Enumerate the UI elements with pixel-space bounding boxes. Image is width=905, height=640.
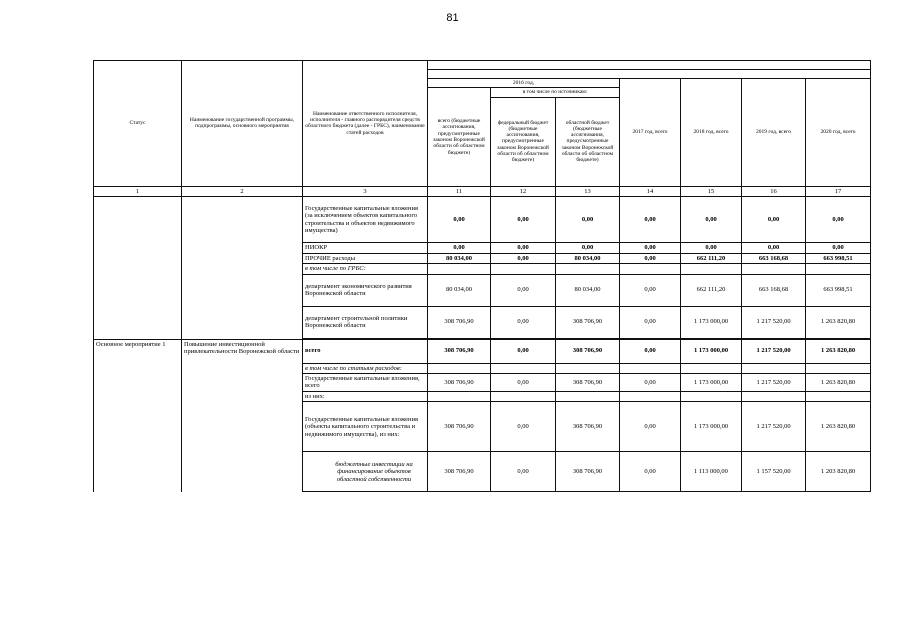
- value-cell: 1 217 520,00: [742, 373, 806, 391]
- value-cell: 1 157 520,00: [742, 452, 806, 492]
- value-cell: 0,00: [556, 243, 620, 253]
- value-cell: 1 263 820,80: [806, 306, 871, 338]
- header-blank-2: [428, 70, 871, 79]
- value-cell: 308 706,90: [428, 452, 491, 492]
- value-cell: 0,00: [620, 373, 681, 391]
- header-program-name: Наименование государственной программы, подпрограммы, основного мероприятия: [182, 61, 303, 187]
- program-main-event: Повышение инвестиционной привлекательности Воронежской области: [182, 339, 303, 492]
- header-blank: [428, 61, 871, 70]
- value-cell: 0,00: [620, 253, 681, 263]
- header-regional: областной бюджет (бюджетные ассигнования, предусмотренные законом Воронежской области об областном бюджете): [556, 97, 620, 186]
- header-by-sources: в том числе по источникам:: [491, 88, 620, 97]
- header-year-2016: 2016 год,: [428, 79, 620, 88]
- value-cell: 663 998,51: [806, 274, 871, 306]
- status-main-event: Основное мероприятие 1: [94, 339, 182, 492]
- row-label: бюджетные инвестиции на финансирование объектов областной собственности: [303, 452, 428, 492]
- value-cell: 0,00: [491, 373, 556, 391]
- row-label: в том числе по ГРБС:: [303, 264, 428, 274]
- value-cell: 662 111,20: [681, 253, 742, 263]
- header-2019: 2019 год, всего: [742, 79, 806, 187]
- value-cell: 0,00: [806, 197, 871, 243]
- value-cell: 1 217 520,00: [742, 306, 806, 338]
- col-number: 16: [742, 186, 806, 196]
- value-cell: 0,00: [681, 243, 742, 253]
- value-cell: 1 263 820,80: [806, 402, 871, 452]
- col-number: 12: [491, 186, 556, 196]
- value-cell: 0,00: [742, 243, 806, 253]
- col-number: 15: [681, 186, 742, 196]
- col-number: 3: [303, 186, 428, 196]
- value-cell: 1 217 520,00: [742, 339, 806, 363]
- value-cell: 1 263 820,80: [806, 373, 871, 391]
- value-cell: 0,00: [491, 197, 556, 243]
- value-cell: 0,00: [491, 253, 556, 263]
- value-cell: 0,00: [681, 197, 742, 243]
- value-cell: 308 706,90: [556, 339, 620, 363]
- value-cell: 662 111,20: [681, 274, 742, 306]
- row-label: департамент экономического развития Воронежской области: [303, 274, 428, 306]
- program-cell-empty: [182, 197, 303, 339]
- header-2018: 2018 год, всего: [681, 79, 742, 187]
- status-cell-empty: [94, 197, 182, 339]
- col-number: 14: [620, 186, 681, 196]
- value-cell: 0,00: [620, 243, 681, 253]
- header-2017: 2017 год, всего: [620, 79, 681, 187]
- col-number: 1: [94, 186, 182, 196]
- header-federal: федеральный бюджет (бюджетные ассигнования, предусмотренные законом Воронежской области об областном бюджете): [491, 97, 556, 186]
- value-cell: 0,00: [556, 197, 620, 243]
- header-2020: 2020 год, всего: [806, 79, 871, 187]
- row-label: ПРОЧИЕ расходы: [303, 253, 428, 263]
- row-label: всего: [303, 339, 428, 363]
- page-number: 81: [446, 12, 459, 24]
- value-cell: 0,00: [491, 402, 556, 452]
- value-cell: 663 168,68: [742, 253, 806, 263]
- table-row: [94, 339, 871, 363]
- value-cell: 663 168,68: [742, 274, 806, 306]
- row-label: НИОКР: [303, 243, 428, 253]
- value-cell: 1 173 000,00: [681, 402, 742, 452]
- value-cell: 0,00: [620, 197, 681, 243]
- value-cell: 308 706,90: [428, 339, 491, 363]
- value-cell: 0,00: [491, 339, 556, 363]
- value-cell: 80 034,00: [556, 253, 620, 263]
- value-cell: 308 706,90: [556, 373, 620, 391]
- value-cell: 1 263 820,80: [806, 339, 871, 363]
- col-number: 17: [806, 186, 871, 196]
- value-cell: 0,00: [428, 197, 491, 243]
- value-cell: 0,00: [742, 197, 806, 243]
- value-cell: 0,00: [620, 306, 681, 338]
- value-cell: 80 034,00: [428, 274, 491, 306]
- value-cell: 1 203 820,80: [806, 452, 871, 492]
- row-label: в том числе по статьям расходов:: [303, 363, 428, 373]
- value-cell: 663 998,51: [806, 253, 871, 263]
- budget-table: [93, 60, 871, 492]
- value-cell: 0,00: [428, 243, 491, 253]
- value-cell: 0,00: [620, 402, 681, 452]
- row-label: Государственные капитальные вложения (объекты капитального строительства и недвижимого имущества), из них:: [303, 402, 428, 452]
- header-status: Статус: [94, 61, 182, 187]
- value-cell: 308 706,90: [428, 373, 491, 391]
- value-cell: 1 173 000,00: [681, 339, 742, 363]
- value-cell: 308 706,90: [428, 402, 491, 452]
- value-cell: 1 173 000,00: [681, 373, 742, 391]
- header-total: всего (бюджетные ассигнования, предусмотренные законом Воронежской области об областном бюджете): [428, 88, 491, 186]
- col-number: 11: [428, 186, 491, 196]
- value-cell: 1 173 000,00: [681, 306, 742, 338]
- value-cell: 0,00: [491, 274, 556, 306]
- value-cell: 80 034,00: [428, 253, 491, 263]
- value-cell: 308 706,90: [556, 452, 620, 492]
- row-label: департамент строительной политики Воронежской области: [303, 306, 428, 338]
- value-cell: 308 706,90: [556, 306, 620, 338]
- col-number: 13: [556, 186, 620, 196]
- value-cell: 0,00: [620, 339, 681, 363]
- value-cell: 1 113 000,00: [681, 452, 742, 492]
- row-label: из них:: [303, 391, 428, 401]
- value-cell: 0,00: [491, 243, 556, 253]
- value-cell: 0,00: [620, 452, 681, 492]
- value-cell: 0,00: [620, 274, 681, 306]
- table-row: [94, 197, 871, 243]
- value-cell: 80 034,00: [556, 274, 620, 306]
- value-cell: 308 706,90: [428, 306, 491, 338]
- row-label: Государственные капитальные вложения (за исключением объектов капитального строительства и объектов недвижимого имущества): [303, 197, 428, 243]
- row-label: Государственные капитальные вложения, всего: [303, 373, 428, 391]
- value-cell: 0,00: [491, 306, 556, 338]
- col-number: 2: [182, 186, 303, 196]
- value-cell: 0,00: [806, 243, 871, 253]
- value-cell: 0,00: [491, 452, 556, 492]
- header-executor: Наименование ответственного исполнителя, исполнителя - главного распорядителя средств областного бюджета (далее - ГРБС), наименование статей расходов: [303, 61, 428, 187]
- value-cell: 1 217 520,00: [742, 402, 806, 452]
- value-cell: 308 706,90: [556, 402, 620, 452]
